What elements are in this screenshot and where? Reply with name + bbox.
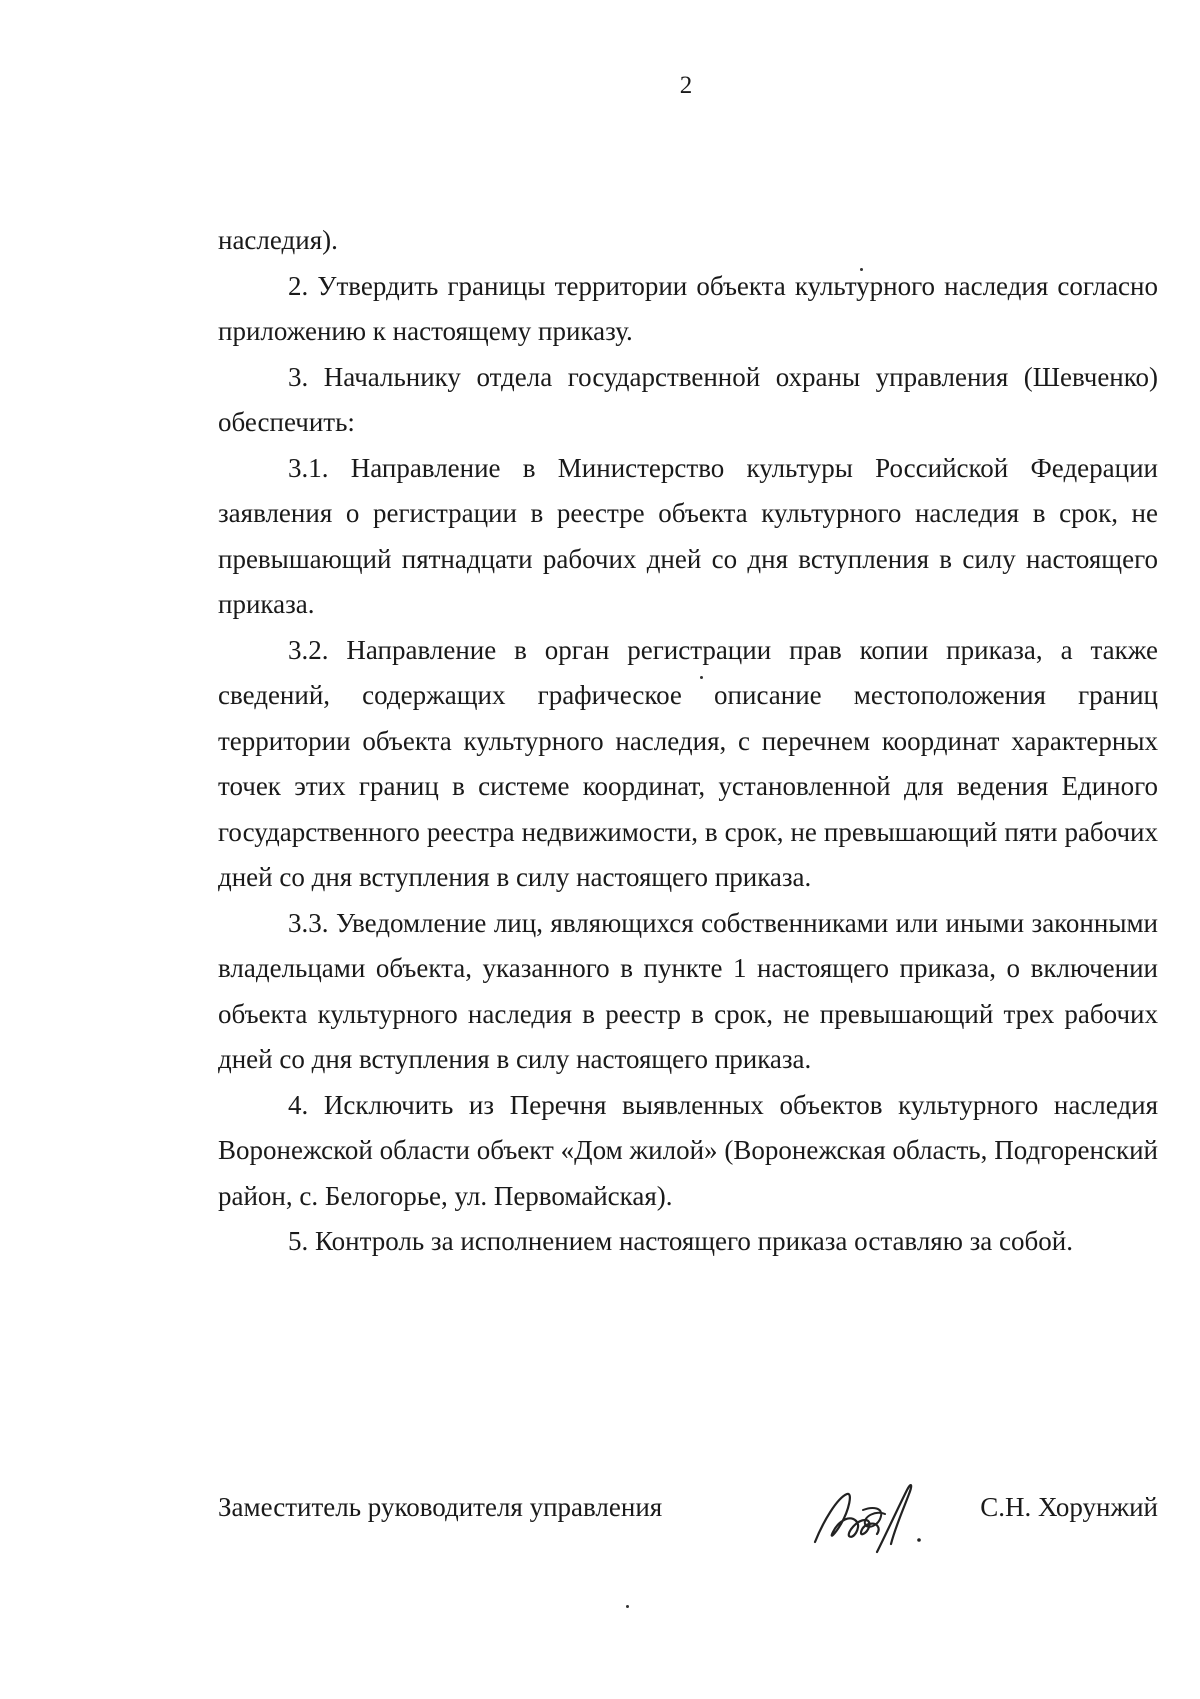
paragraph-item-2: 2. Утвердить границы территории объекта культурного наследия согласно приложению к настоящему приказу. — [218, 270, 1158, 346]
signatory-name: С.Н. Хорунжий — [980, 1492, 1158, 1522]
scan-artifact-dot — [626, 1605, 629, 1608]
signatory-title: Заместитель руководителя управления — [218, 1492, 663, 1522]
paragraph-item-5: 5. Контроль за исполнением настоящего приказа оставляю за собой. — [288, 1226, 1073, 1256]
paragraph-item-3-2: 3.2. Направление в орган регистрации прав копии приказа, а также сведений, содержащих графическое описание местоположения границ территории объекта культурного наследия, с перечнем координат характерных точек этих границ в системе координат, установленной для ведения Единого государственного реестра недвижимости, в срок, не превышающий пяти рабочих дней со дня вступления в силу настоящего приказа. — [218, 634, 1158, 892]
paragraph-item-3-3: 3.3. Уведомление лиц, являющихся собственниками или иными законными владельцами объекта, указанного в пункте 1 настоящего приказа, о включении объекта культурного наследия в реестр в срок, не превышающий трех рабочих дней со дня вступления в силу настоящего приказа. — [218, 907, 1158, 1074]
scan-artifact-dot — [860, 268, 863, 271]
paragraph-item-4: 4. Исключить из Перечня выявленных объектов культурного наследия Воронежской области объект «Дом жилой» (Воронежская область, Подгоренский район, с. Белогорье, ул. Первомайская). — [218, 1089, 1158, 1211]
scan-artifact-dot — [700, 676, 703, 679]
paragraph-continuation: наследия). — [218, 225, 338, 255]
page-number: 2 — [679, 72, 693, 99]
document-body — [218, 218, 1158, 1265]
signature-block — [218, 1470, 1158, 1560]
paragraph-item-3-1: 3.1. Направление в Министерство культуры Российской Федерации заявления о регистрации в реестре объекта культурного наследия в срок, не превышающий пятнадцати рабочих дней со дня вступления в силу настоящего приказа. — [218, 452, 1158, 619]
paragraph-item-3: 3. Начальнику отдела государственной охраны управления (Шевченко) обеспечить: — [218, 361, 1158, 437]
handwritten-signature — [803, 1470, 953, 1560]
